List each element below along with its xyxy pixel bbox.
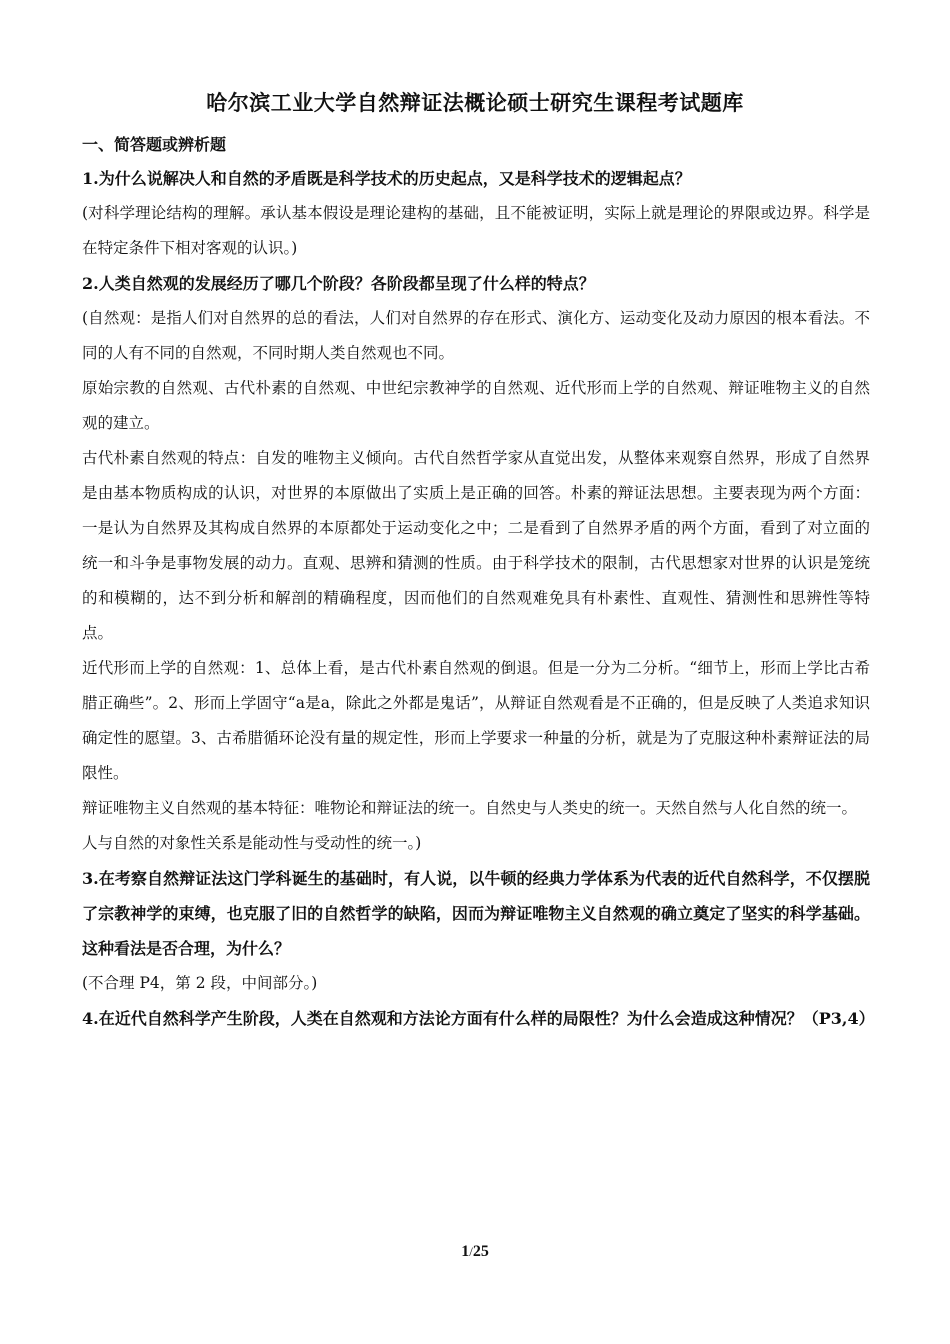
- answer-2-paragraph-3: 古代朴素自然观的特点：自发的唯物主义倾向。古代自然哲学家从直觉出发，从整体来观察自然界，形成了自然界是由基本物质构成的认识，对世界的本原做出了实质上是正确的回答。朴素的辩证法思想。主要表现为两个方面：一是认为自然界及其构成自然界的本原都处于运动变化之中；二是看到了自然界矛盾的两个方面，看到了对立面的统一和斗争是事物发展的动力。直观、思辨和猜测的性质。由于科学技术的限制，古代思想家对世界的认识是笼统的和模糊的，达不到分析和解剖的精确程度，因而他们的自然观难免具有朴素性、直观性、猜测性和思辨性等特点。: [82, 449, 870, 642]
- answer-2-paragraph-4: 近代形而上学的自然观：1、总体上看，是古代朴素自然观的倒退。但是一分为二分析。“细节上，形而上学比古希腊正确些”。2、形而上学固守“a是a，除此之外都是鬼话”，从辩证自然观看是不正确的，但是反映了人类追求知识确定性的愿望。3、古希腊循环论没有量的规定性，形而上学要求一种量的分析，就是为了克服这种朴素辩证法的局限性。: [82, 659, 870, 782]
- answer-2-paragraph-5: 辩证唯物主义自然观的基本特征：唯物论和辩证法的统一。自然史与人类史的统一。天然自然与人化自然的统一。: [82, 799, 858, 817]
- answer-2-paragraph-2: 原始宗教的自然观、古代朴素的自然观、中世纪宗教神学的自然观、近代形而上学的自然观、辩证唯物主义的自然观的建立。: [82, 379, 870, 432]
- answer-2-paragraph-1: (自然观：是指人们对自然界的总的看法，人们对自然界的存在形式、演化方、运动变化及动力原因的根本看法。不同的人有不同的自然观，不同时期人类自然观也不同。: [82, 309, 870, 362]
- question-2: 2.人类自然观的发展经历了哪几个阶段？各阶段都呈现了什么样的特点？: [82, 274, 595, 293]
- total-pages: 25: [472, 1243, 489, 1260]
- question-4: 4.在近代自然科学产生阶段，人类在自然观和方法论方面有什么样的局限性？为什么会造成这种情况？（P3,4）: [82, 1009, 875, 1028]
- page-number: [0, 1240, 950, 1264]
- answer-1: (对科学理论结构的理解。承认基本假设是理论建构的基础，且不能被证明，实际上就是理论的界限或边界。科学是在特定条件下相对客观的认识。): [82, 204, 870, 257]
- page-separator: /: [469, 1244, 473, 1259]
- question-3: 3.在考察自然辩证法这门学科诞生的基础时，有人说，以牛顿的经典力学体系为代表的近代自然科学，不仅摆脱了宗教神学的束缚，也克服了旧的自然哲学的缺陷，因而为辩证唯物主义自然观的确立奠定了坚实的科学基础。这种看法是否合理，为什么？: [82, 869, 870, 958]
- answer-2-paragraph-6: 人与自然的对象性关系是能动性与受动性的统一。): [82, 834, 422, 852]
- document-title: 哈尔滨工业大学自然辩证法概论硕士研究生课程考试题库: [206, 90, 744, 115]
- document-body: [82, 128, 875, 1036]
- current-page: 1: [461, 1243, 470, 1260]
- question-1: 1.为什么说解决人和自然的矛盾既是科学技术的历史起点，又是科学技术的逻辑起点？: [82, 169, 691, 188]
- answer-3: (不合理 P4，第 2 段，中间部分。): [82, 974, 318, 992]
- section-heading: 一、简答题或辨析题: [82, 135, 227, 154]
